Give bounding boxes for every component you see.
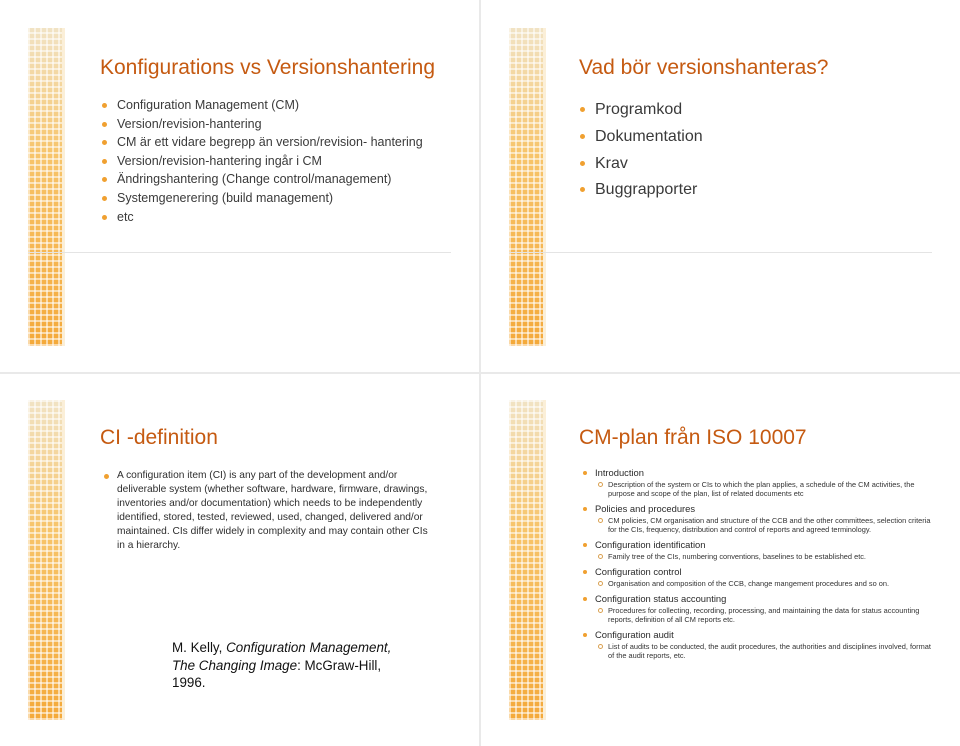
list-item: Ändringshantering (Change control/management) (117, 170, 423, 189)
decorative-stripe (509, 400, 543, 720)
list-item: Programkod (595, 97, 703, 124)
sub-item: List of audits to be conducted, the audit procedures, the authorities and disciplines involved, format of the audit reports, etc. (608, 642, 935, 660)
list-item: Version/revision-hantering ingår i CM (117, 152, 423, 171)
list-item: CM är ett vidare begrepp än version/revision- hantering (117, 133, 423, 152)
sub-item: Description of the system or CIs to which the plan applies, a schedule of the CM activities, the purpose and scope of the plan, list of related documents etc (608, 480, 935, 498)
stripe-edge (543, 400, 546, 720)
sub-item: CM policies, CM organisation and structure of the CCB and the other committees, selection criteria for the CIs, frequency, distribution and control of reports and agreed terminology. (608, 516, 935, 534)
list-item: Buggrapporter (595, 177, 703, 204)
bullet-list (117, 96, 423, 226)
list-item: Configuration Management (CM) (117, 96, 423, 115)
stripe-edge (62, 28, 65, 346)
list-item: etc (117, 208, 423, 227)
citation-line: 1996. (172, 675, 206, 690)
citation-line: The Changing Image: McGraw-Hill, (172, 657, 382, 673)
sub-item: Procedures for collecting, recording, processing, and maintaining the data for status accounting reports, definition of all CM reports etc. (608, 606, 935, 624)
definition-text: A configuration item (CI) is any part of the development and/or deliverable system (whether software, hardware, firmware, drawings, inventories and/or documentation) which needs to be independently identified, stored, tested, reviewed, used, changed, delivered and/or maintained. CIs differ widely in complexity and may contain other CIs in a hierarchy. (117, 470, 428, 551)
sub-item: Family tree of the CIs, numbering conventions, baselines to be established etc. (608, 552, 935, 561)
decorative-stripe (509, 28, 543, 346)
bullet-dot (104, 474, 109, 479)
slide-konfigurations (0, 0, 479, 372)
list-item: Policies and procedures (595, 503, 935, 515)
list-item: Configuration identification (595, 539, 935, 551)
list-item: Configuration audit (595, 629, 935, 641)
bullet-list (595, 97, 703, 204)
slide-title: CI -definition (100, 426, 218, 449)
list-item: Version/revision-hantering (117, 115, 423, 134)
sub-item: Organisation and composition of the CCB, change mangement procedures and so on. (608, 579, 935, 588)
slide-cm-plan (481, 374, 960, 746)
slide-title: CM-plan från ISO 10007 (579, 426, 807, 449)
list-item: Configuration control (595, 566, 935, 578)
footer-rule (509, 252, 932, 253)
citation-book-title: Configuration Management, (226, 640, 392, 655)
slide-title: Vad bör versionshanteras? (579, 56, 829, 79)
footer-rule (28, 252, 451, 253)
citation-line: M. Kelly, Configuration Management, (172, 640, 392, 655)
list-item: Dokumentation (595, 124, 703, 151)
slide-ci-definition (0, 374, 479, 746)
citation (172, 639, 391, 692)
slide-vad-bor-versionshanteras (481, 0, 960, 372)
decorative-stripe (28, 28, 62, 346)
list-item: Systemgenerering (build management) (117, 189, 423, 208)
list-item: Configuration status accounting (595, 593, 935, 605)
list-item: Introduction (595, 467, 935, 479)
decorative-stripe (28, 400, 62, 720)
iso-list (595, 467, 935, 665)
citation-book-subtitle: The Changing Image (172, 657, 298, 673)
list-item: Krav (595, 151, 703, 178)
slide-title: Konfigurations vs Versionshantering (100, 56, 436, 79)
stripe-edge (543, 28, 546, 346)
stripe-edge (62, 400, 65, 720)
